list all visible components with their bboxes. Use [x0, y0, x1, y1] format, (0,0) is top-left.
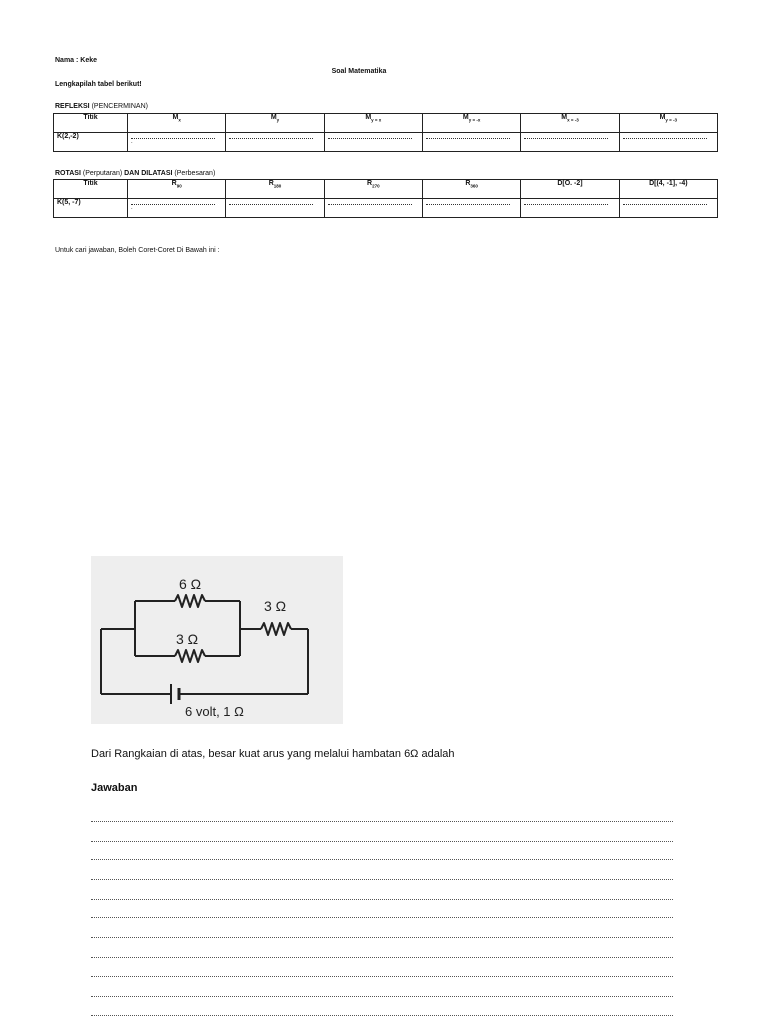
answer-line[interactable] [91, 1015, 673, 1016]
answer-heading: Jawaban [91, 782, 138, 794]
answer-line[interactable] [91, 976, 673, 977]
column-header: Titik [54, 114, 128, 133]
reflection-heading [55, 102, 148, 111]
rotation-heading-rest: (Perputaran) [80, 170, 125, 177]
circuit-diagram [91, 556, 343, 724]
column-header: $M_x$ [128, 114, 226, 133]
column-header: $M_{y = x}$ [324, 114, 422, 133]
scratch-note: Untuk cari jawaban, Boleh Coret-Coret Di Bawah ini : [55, 247, 220, 254]
question-text: Dari Rangkaian di atas, besar kuat arus yang melalui hambatan 6Ω adalah [91, 748, 455, 760]
answer-cell[interactable] [521, 199, 619, 218]
table-row [54, 199, 718, 218]
column-header: D[O. -2] [521, 180, 619, 199]
instruction-text: Lengkapilah tabel berikut! [55, 81, 142, 88]
table-header-row [54, 180, 718, 199]
column-header: $M_{y = -3}$ [619, 114, 717, 133]
r1-label: 6 Ω [179, 576, 202, 592]
reflection-table [53, 113, 718, 152]
point-cell: K(2,-2) [54, 133, 128, 152]
answer-line[interactable] [91, 996, 673, 997]
circuit-svg [91, 556, 343, 724]
page-title: Soal Matematika [331, 68, 387, 75]
answer-cell[interactable]: . [128, 133, 226, 152]
column-header: $M_y$ [226, 114, 324, 133]
table-header-row [54, 114, 718, 133]
column-header: Titik [54, 180, 128, 199]
answer-cell[interactable] [422, 199, 520, 218]
answer-line[interactable] [91, 917, 673, 918]
answer-line[interactable] [91, 821, 673, 822]
rotation-heading-bold: ROTASI [55, 170, 81, 177]
answer-cell[interactable]: . [128, 199, 226, 218]
point-cell: K(5, -7) [54, 199, 128, 218]
resistor-3-ohm-parallel [175, 650, 205, 662]
answer-line[interactable] [91, 899, 673, 900]
battery-label: 6 volt, 1 Ω [185, 704, 244, 719]
student-name: Nama : Keke [55, 57, 98, 64]
answer-line[interactable] [91, 859, 673, 860]
column-header: $M_{x = -3}$ [521, 114, 619, 133]
dilation-heading-bold: DAN DILATASI [124, 170, 173, 177]
answer-cell[interactable] [324, 133, 422, 152]
answer-line[interactable] [91, 937, 673, 938]
resistor-6-ohm [175, 595, 205, 607]
resistor-3-ohm-series [261, 623, 291, 635]
answer-line[interactable] [91, 879, 673, 880]
answer-line[interactable] [91, 841, 673, 842]
answer-cell[interactable] [521, 133, 619, 152]
answer-cell[interactable] [324, 199, 422, 218]
column-header: $M_{y = -x}$ [422, 114, 520, 133]
answer-cell[interactable] [226, 199, 324, 218]
answer-cell[interactable] [619, 199, 717, 218]
column-header: $R_{90}$ [128, 180, 226, 199]
rotation-table [53, 179, 718, 218]
answer-cell[interactable] [226, 133, 324, 152]
column-header: $R_{360}$ [422, 180, 520, 199]
answer-cell[interactable] [619, 133, 717, 152]
r2-label: 3 Ω [264, 598, 287, 614]
reflection-heading-bold: REFLEKSI [55, 103, 90, 110]
rotation-heading [55, 169, 215, 178]
column-header: $R_{270}$ [324, 180, 422, 199]
answer-line[interactable] [91, 957, 673, 958]
reflection-heading-rest: (PENCERMINAN) [89, 103, 148, 110]
column-header: D[(4, -1], -4) [619, 180, 717, 199]
column-header: $R_{180}$ [226, 180, 324, 199]
table-row [54, 133, 718, 152]
r3-label: 3 Ω [176, 631, 199, 647]
dilation-heading-rest: (Perbesaran) [172, 170, 216, 177]
answer-cell[interactable] [422, 133, 520, 152]
